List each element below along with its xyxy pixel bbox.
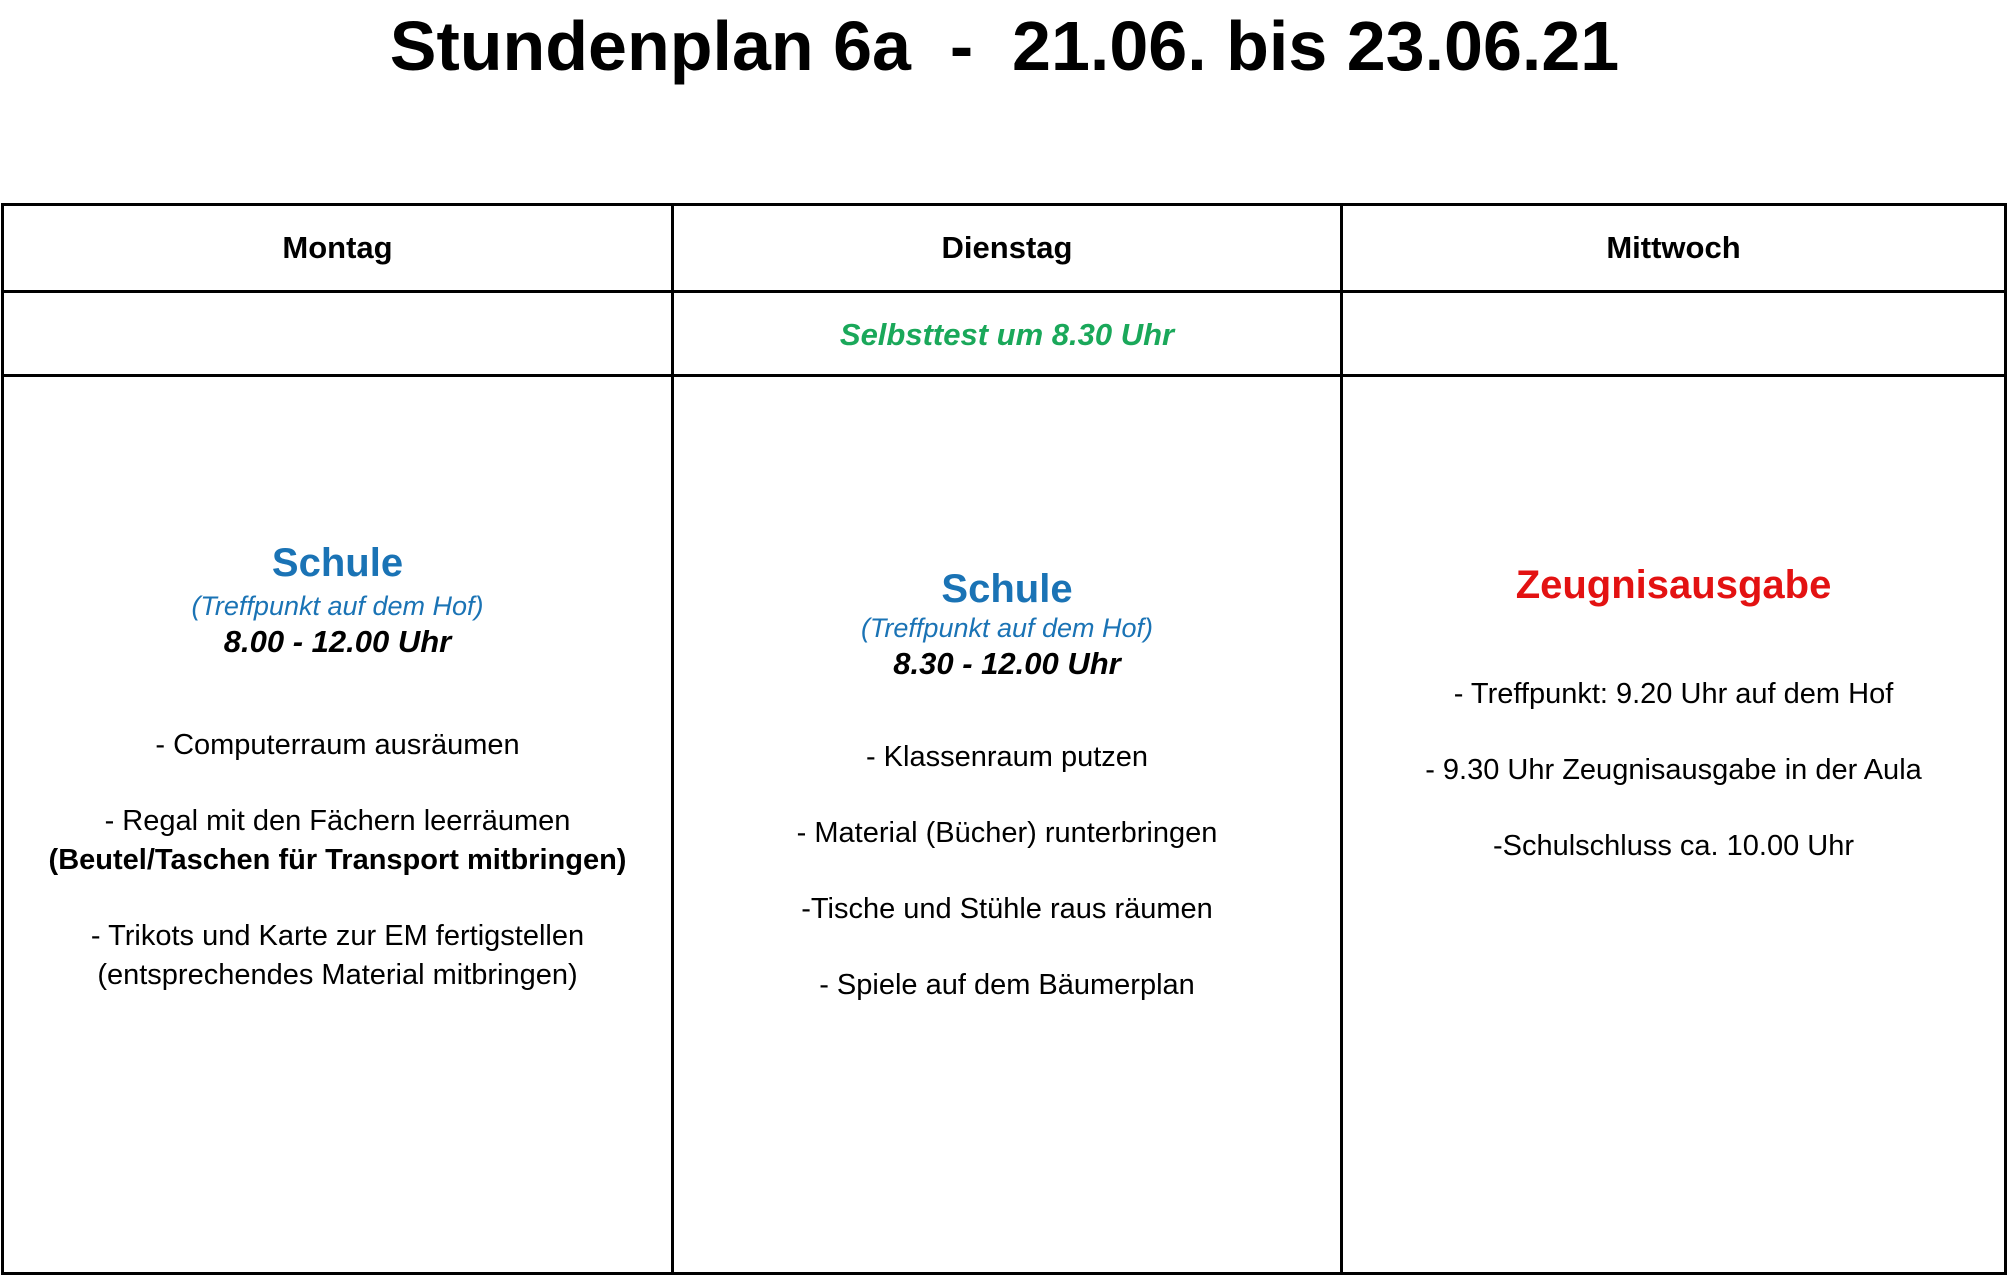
tuesday-task: - Material (Bücher) runterbringen <box>796 817 1218 849</box>
note-wednesday <box>1343 293 2004 374</box>
tuesday-time: 8.30 - 12.00 Uhr <box>893 646 1121 681</box>
tuesday-meeting-point: (Treffpunkt auf dem Hof) <box>860 613 1154 643</box>
wednesday-task: - Treffpunkt: 9.20 Uhr auf dem Hof <box>1453 678 1894 710</box>
content-tuesday <box>674 377 1340 1272</box>
monday-meeting-point: (Treffpunkt auf dem Hof) <box>191 591 484 621</box>
monday-task: - Computerraum ausräumen <box>155 729 520 761</box>
tuesday-task: - Klassenraum putzen <box>865 741 1149 773</box>
wednesday-task: - 9.30 Uhr Zeugnisausgabe in der Aula <box>1425 754 1922 786</box>
note-tuesday: Selbsttest um 8.30 Uhr <box>839 317 1175 352</box>
note-monday <box>4 293 671 374</box>
header-monday: Montag <box>282 230 393 265</box>
tuesday-task: - Spiele auf dem Bäumerplan <box>819 969 1195 1001</box>
page-title: Stundenplan 6a - 21.06. bis 23.06.21 <box>389 7 1620 85</box>
schedule-table <box>1 203 2007 1275</box>
tuesday-task: -Tische und Stühle raus räumen <box>801 893 1213 925</box>
header-wednesday: Mittwoch <box>1606 230 1741 265</box>
content-monday <box>4 377 671 1272</box>
monday-time: 8.00 - 12.00 Uhr <box>223 624 452 659</box>
monday-task-note: (entsprechendes Material mitbringen) <box>97 959 578 991</box>
monday-heading: Schule <box>271 541 404 585</box>
header-tuesday: Dienstag <box>941 230 1073 265</box>
tuesday-heading: Schule <box>941 567 1073 611</box>
wednesday-heading: Zeugnisausgabe <box>1515 563 1832 607</box>
monday-task: - Regal mit den Fächern leerräumen <box>104 805 571 837</box>
monday-task-note: (Beutel/Taschen für Transport mitbringen) <box>48 844 627 876</box>
content-wednesday <box>1343 377 2004 1272</box>
monday-task: - Trikots und Karte zur EM fertigstellen <box>90 920 585 952</box>
wednesday-task: -Schulschluss ca. 10.00 Uhr <box>1492 830 1855 862</box>
